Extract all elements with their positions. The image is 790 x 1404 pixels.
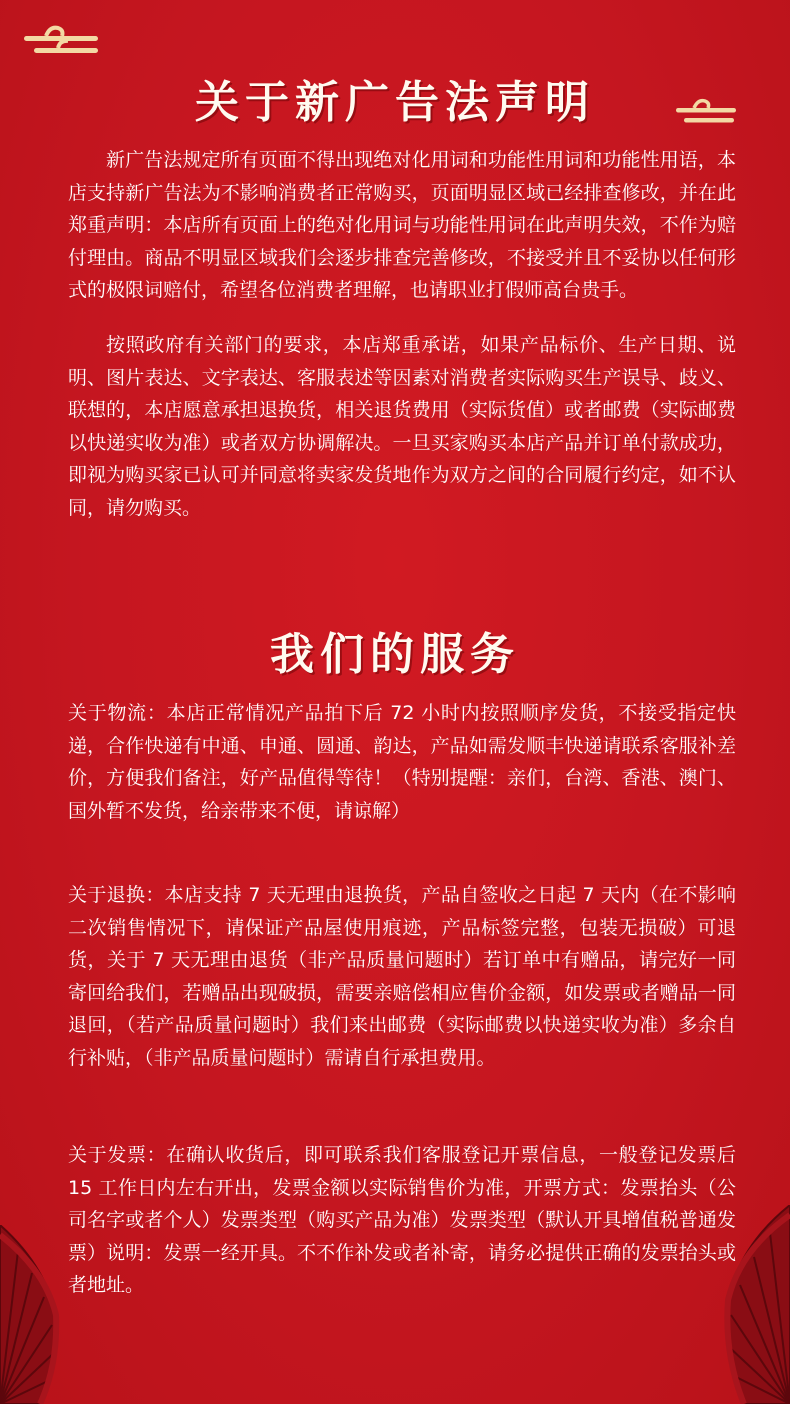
folding-fan-icon: [0, 1225, 60, 1404]
announcement-paragraph-2: 按照政府有关部门的要求，本店郑重承诺，如果产品标价、生产日期、说明、图片表达、文字表达、客服表述等因素对消费者实际购买生产误导、歧义、联想的，本店愿意承担退换货，相关退货费用（实际货值）或者邮费（实际邮费以快递实收为准）或者双方协调解决。一旦买家购买本店产品并订单付款成功，即视为购买家已认可并同意将卖家发货地作为双方之间的合同履行约定，如不认同，请勿购买。: [68, 334, 736, 519]
services-title: 我们的服务: [270, 629, 520, 680]
logistics-paragraph: 关于物流：本店正常情况产品拍下后 72 小时内按照顺序发货，不接受指定快递，合作快递有中通、申通、圆通、韵达，产品如需发顺丰快递请联系客服补差价，方便我们备注，好产品值得等待！（特别提醒：亲们，台湾、香港、澳门、国外暂不发货，给亲带来不便，请谅解）: [68, 702, 736, 822]
invoice-paragraph: 关于发票：在确认收货后，即可联系我们客服登记开票信息，一般登记发票后 15 工作日内左右开出，发票金额以实际销售价为准，开票方式：发票抬头（公司名字或者个人）发票类型（购买产品为准）发票类型（默认开具增值税普通发票）说明：发票一经开具。不不作补发或者补寄，请务必提供正确的发票抬头或者地址。: [68, 1144, 736, 1296]
folding-fan-icon: [720, 1205, 790, 1404]
announcement-title: 关于新广告法声明: [195, 77, 595, 128]
auspicious-cloud-icon: [24, 22, 102, 58]
returns-paragraph: 关于退换：本店支持 7 天无理由退换货，产品自签收之日起 7 天内（在不影响二次销售情况下，请保证产品屋使用痕迹，产品标签完整，包装无损破）可退货，关于 7 天无理由退货（非产品质量问题时）若订单中有赠品，请完好一同寄回给我们，若赠品出现破损，需要亲赔偿相应售价金额，如发票或者赠品一同退回，（若产品质量问题时）我们来出邮费（实际邮费以快递实收为准）多余自行补贴，（非产品质量问题时）需请自行承担费用。: [68, 884, 736, 1069]
announcement-paragraph-1: 新广告法规定所有页面不得出现绝对化用词和功能性用词和功能性用语，本店支持新广告法为不影响消费者正常购买，页面明显区域已经排查修改，并在此郑重声明：本店所有页面上的绝对化用词与功能性用词在此声明失效，不作为赔付理由。商品不明显区域我们会逐步排查完善修改，不接受并且不妥协以任何形式的极限词赔付，希望各位消费者理解，也请职业打假师高台贵手。: [68, 149, 736, 301]
